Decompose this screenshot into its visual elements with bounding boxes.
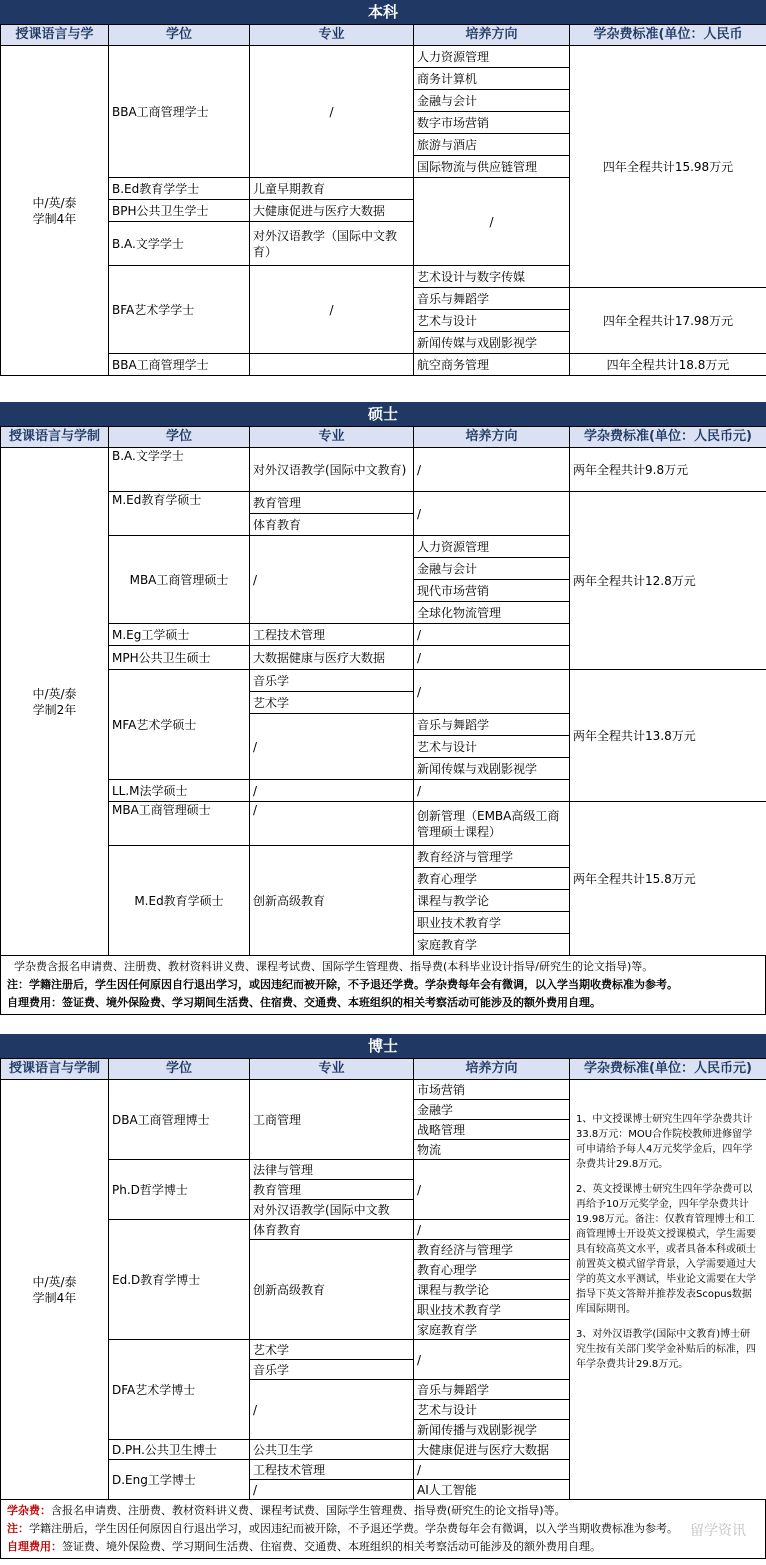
direction-cell: / bbox=[414, 780, 570, 802]
header-degree: 学位 bbox=[109, 427, 250, 448]
major-cell: 创新高级教育 bbox=[250, 846, 414, 956]
fee-paragraph-3: 3、对外汉语教学(国际中文教育)博士研究生按有关部门奖学金补贴后的标准，四年学杂费共计29.8万元。 bbox=[576, 1329, 756, 1370]
direction-cell: / bbox=[414, 492, 570, 536]
major-cell: 工商管理 bbox=[250, 1080, 414, 1160]
direction-cell: 金融学 bbox=[414, 1100, 570, 1120]
degree-cell: MBA工商管理硕士 bbox=[109, 536, 250, 624]
note-fee: 学杂费：含报名申请费、注册费、教材资料讲义费、课程考试费、国际学生管理费、指导费(研究生的论文指导)等。 bbox=[7, 1504, 566, 1517]
direction-cell: 艺术设计与数字传媒 bbox=[414, 266, 570, 288]
master-table bbox=[0, 426, 766, 956]
direction-cell: 国际物流与供应链管理 bbox=[414, 156, 570, 178]
direction-cell: 市场营销 bbox=[414, 1080, 570, 1100]
direction-cell: 现代市场营销 bbox=[414, 580, 570, 602]
bachelor-table bbox=[0, 24, 766, 376]
header-degree: 学位 bbox=[109, 25, 250, 46]
degree-cell: BPH公共卫生学士 bbox=[109, 200, 250, 222]
degree-cell: DBA工商管理博士 bbox=[109, 1080, 250, 1160]
degree-cell: BFA艺术学学士 bbox=[109, 266, 250, 354]
direction-cell: 职业技术教育学 bbox=[414, 1300, 570, 1320]
major-cell: 大数据健康与医疗大数据 bbox=[250, 646, 414, 670]
header-fee: 学杂费标准(单位：人民币元) bbox=[570, 427, 766, 448]
degree-cell: MPH公共卫生硕士 bbox=[109, 646, 250, 670]
direction-cell: 金融与会计 bbox=[414, 558, 570, 580]
direction-cell: 艺术与设计 bbox=[414, 310, 570, 332]
degree-cell: MBA工商管理硕士 bbox=[109, 802, 250, 846]
major-cell: 工程技术管理 bbox=[250, 624, 414, 646]
watermark: 留学资讯 bbox=[690, 1523, 746, 1539]
degree-cell: B.A.文学学士 bbox=[109, 448, 250, 492]
fee-paragraph-1: 1、中文授课博士研究生四年学杂费共计33.8万元：MOU合作院校教师进修留学可申请给予每人4万元奖学金后，四年学杂费共计29.8万元。 bbox=[576, 1114, 753, 1170]
major-cell: 体育教育 bbox=[250, 514, 414, 536]
header-fee: 学杂费标准(单位：人民币 bbox=[570, 25, 766, 46]
direction-cell: / bbox=[414, 646, 570, 670]
header-direction: 培养方向 bbox=[414, 1059, 570, 1080]
fee-cell bbox=[570, 1080, 766, 1500]
degree-cell: M.Eg工学硕士 bbox=[109, 624, 250, 646]
major-cell: 法律与管理 bbox=[250, 1160, 414, 1180]
header-major: 专业 bbox=[250, 25, 414, 46]
direction-cell: 教育心理学 bbox=[414, 1260, 570, 1280]
doctor-section bbox=[0, 1034, 766, 1559]
direction-cell: 新闻传媒与戏剧影视学 bbox=[414, 332, 570, 354]
note-registration: 注：学籍注册后，学生因任何原因自行退出学习，或因违纪而被开除，不予退还学费。学杂费每年会有微调，以入学当期收费标准为参考。 bbox=[7, 1522, 678, 1535]
direction-cell: 职业技术教育学 bbox=[414, 912, 570, 934]
direction-cell: 课程与教学论 bbox=[414, 890, 570, 912]
bachelor-title: 本科 bbox=[0, 0, 766, 24]
header-major: 专业 bbox=[250, 1059, 414, 1080]
degree-cell: Ed.D教育学博士 bbox=[109, 1220, 250, 1340]
direction-cell: / bbox=[414, 624, 570, 646]
header-direction: 培养方向 bbox=[414, 427, 570, 448]
major-cell: 对外汉语教学(国际中文教 bbox=[250, 1200, 414, 1220]
degree-cell: M.Ed教育学硕士 bbox=[109, 846, 250, 956]
master-section bbox=[0, 402, 766, 1015]
direction-cell: 商务计算机 bbox=[414, 68, 570, 90]
degree-cell: Ph.D哲学博士 bbox=[109, 1160, 250, 1220]
major-cell: 大健康促进与医疗大数据 bbox=[250, 200, 414, 222]
lang-cell: 中/英/泰 学制4年 bbox=[1, 1080, 109, 1500]
note-fee: 学杂费含报名申请费、注册费、教材资料讲义费、课程考试费、国际学生管理费、指导费(本科毕业设计指导/研究生的论文指导)等。 bbox=[14, 960, 654, 973]
direction-cell: / bbox=[414, 670, 570, 714]
major-cell: 艺术学 bbox=[250, 692, 414, 714]
direction-cell: 金融与会计 bbox=[414, 90, 570, 112]
major-cell: 工程技术管理 bbox=[250, 1460, 414, 1480]
major-cell: / bbox=[250, 46, 414, 178]
major-cell: / bbox=[250, 802, 414, 846]
direction-cell: 家庭教育学 bbox=[414, 934, 570, 956]
doctor-title: 博士 bbox=[0, 1034, 766, 1058]
major-cell: / bbox=[250, 536, 414, 624]
major-cell: 教育管理 bbox=[250, 492, 414, 514]
direction-cell: 艺术与设计 bbox=[414, 736, 570, 758]
direction-cell: 新闻传媒与戏剧影视学 bbox=[414, 758, 570, 780]
direction-cell: 航空商务管理 bbox=[414, 354, 570, 376]
bachelor-section bbox=[0, 0, 766, 376]
direction-cell: 全球化物流管理 bbox=[414, 602, 570, 624]
major-cell: 创新高级教育 bbox=[250, 1240, 414, 1340]
direction-cell: 教育经济与管理学 bbox=[414, 846, 570, 868]
note-self-pay: 自理费用：签证费、境外保险费、学习期间生活费、住宿费、交通费、本班组织的相关考察活动可能涉及的额外费用自理。 bbox=[7, 996, 601, 1009]
major-cell: 音乐学 bbox=[250, 670, 414, 692]
fee-cell: 四年全程共计17.98万元 bbox=[570, 288, 766, 354]
major-cell: / bbox=[250, 266, 414, 354]
direction-cell: 音乐与舞蹈学 bbox=[414, 1380, 570, 1400]
direction-cell: AI人工智能 bbox=[414, 1480, 570, 1500]
header-lang: 授课语言与学制 bbox=[1, 427, 109, 448]
direction-cell: 物流 bbox=[414, 1140, 570, 1160]
header-row bbox=[1, 1059, 766, 1080]
direction-cell: 课程与教学论 bbox=[414, 1280, 570, 1300]
doctor-notes bbox=[0, 1500, 766, 1559]
fee-cell: 两年全程共计15.8万元 bbox=[570, 802, 766, 956]
fee-cell: 两年全程共计9.8万元 bbox=[570, 448, 766, 492]
fee-cell: 两年全程共计12.8万元 bbox=[570, 492, 766, 670]
lang-cell: 中/英/泰 学制4年 bbox=[1, 46, 109, 376]
direction-cell: 音乐与舞蹈学 bbox=[414, 714, 570, 736]
header-row bbox=[1, 25, 766, 46]
direction-cell: 人力资源管理 bbox=[414, 46, 570, 68]
doctor-table bbox=[0, 1058, 766, 1500]
direction-cell: / bbox=[414, 448, 570, 492]
header-lang: 授课语言与学 bbox=[1, 25, 109, 46]
direction-cell: / bbox=[414, 1160, 570, 1220]
direction-cell: 新闻传播与戏剧影视学 bbox=[414, 1420, 570, 1440]
direction-cell: / bbox=[414, 1340, 570, 1380]
header-major: 专业 bbox=[250, 427, 414, 448]
major-cell: / bbox=[250, 780, 414, 802]
direction-cell: / bbox=[414, 1460, 570, 1480]
fee-cell: 两年全程共计13.8万元 bbox=[570, 670, 766, 802]
direction-cell: 教育经济与管理学 bbox=[414, 1240, 570, 1260]
direction-cell: 艺术与设计 bbox=[414, 1400, 570, 1420]
direction-cell: / bbox=[414, 178, 570, 266]
note-registration: 注：学籍注册后，学生因任何原因自行退出学习，或因违纪而被开除，不予退还学费。学杂费每年会有微调，以入学当期收费标准为参考。 bbox=[7, 978, 678, 991]
lang-cell: 中/英/泰 学制2年 bbox=[1, 448, 109, 956]
direction-cell: 旅游与酒店 bbox=[414, 134, 570, 156]
degree-cell: B.A.文学学士 bbox=[109, 222, 250, 266]
master-notes bbox=[0, 956, 766, 1015]
major-cell: 儿童早期教育 bbox=[250, 178, 414, 200]
degree-cell: M.Ed教育学硕士 bbox=[109, 492, 250, 536]
fee-cell: 四年全程共计18.8万元 bbox=[570, 354, 766, 376]
major-cell: 对外汉语教学(国际中文教育) bbox=[250, 448, 414, 492]
direction-cell: 音乐与舞蹈学 bbox=[414, 288, 570, 310]
degree-cell: D.Eng工学博士 bbox=[109, 1460, 250, 1500]
note-self-pay: 自理费用：签证费、境外保险费、学习期间生活费、住宿费、交通费、本班组织的相关考察活动可能涉及的额外费用自理。 bbox=[7, 1540, 601, 1553]
direction-cell: 人力资源管理 bbox=[414, 536, 570, 558]
degree-cell: LL.M法学硕士 bbox=[109, 780, 250, 802]
header-fee: 学杂费标准(单位：人民币元) bbox=[570, 1059, 766, 1080]
degree-cell: DFA艺术学博士 bbox=[109, 1340, 250, 1440]
major-cell: 教育管理 bbox=[250, 1180, 414, 1200]
direction-cell: / bbox=[414, 1220, 570, 1240]
fee-paragraph-2: 2、英文授课博士研究生四年学杂费可以再给予10万元奖学金，四年学杂费共计19.98万元。备注：仅教育管理博士和工商管理博士开设英文授课模式，学生需要具有较高英文水平，或者具备本科或硕士前置英文模式留学背景，入学需要通过大学的英文水平测试，毕业论文需要在大学指导下英文答辩并推荐发表Scopus数据库国际期刊。 bbox=[576, 1184, 756, 1315]
degree-cell: MFA艺术学硕士 bbox=[109, 670, 250, 780]
direction-cell: 大健康促进与医疗大数据 bbox=[414, 1440, 570, 1460]
major-cell: / bbox=[250, 1380, 414, 1440]
degree-cell: B.Ed教育学学士 bbox=[109, 178, 250, 200]
direction-cell: 创新管理（EMBA高级工商管理硕士课程） bbox=[414, 802, 570, 846]
header-row bbox=[1, 427, 766, 448]
major-cell: 体育教育 bbox=[250, 1220, 414, 1240]
fee-cell: 四年全程共计15.98万元 bbox=[570, 46, 766, 288]
direction-cell: 家庭教育学 bbox=[414, 1320, 570, 1340]
header-lang: 授课语言与学制 bbox=[1, 1059, 109, 1080]
header-direction: 培养方向 bbox=[414, 25, 570, 46]
major-cell: 艺术学 bbox=[250, 1340, 414, 1360]
major-cell bbox=[250, 354, 414, 376]
major-cell: / bbox=[250, 714, 414, 780]
header-degree: 学位 bbox=[109, 1059, 250, 1080]
degree-cell: BBA工商管理学士 bbox=[109, 46, 250, 178]
major-cell: 音乐学 bbox=[250, 1360, 414, 1380]
direction-cell: 教育心理学 bbox=[414, 868, 570, 890]
major-cell: / bbox=[250, 1480, 414, 1500]
direction-cell: 数字市场营销 bbox=[414, 112, 570, 134]
degree-cell: BBA工商管理学士 bbox=[109, 354, 250, 376]
master-title: 硕士 bbox=[0, 402, 766, 426]
degree-cell: D.PH.公共卫生博士 bbox=[109, 1440, 250, 1460]
major-cell: 公共卫生学 bbox=[250, 1440, 414, 1460]
direction-cell: 战略管理 bbox=[414, 1120, 570, 1140]
major-cell: 对外汉语教学（国际中文教育） bbox=[250, 222, 414, 266]
